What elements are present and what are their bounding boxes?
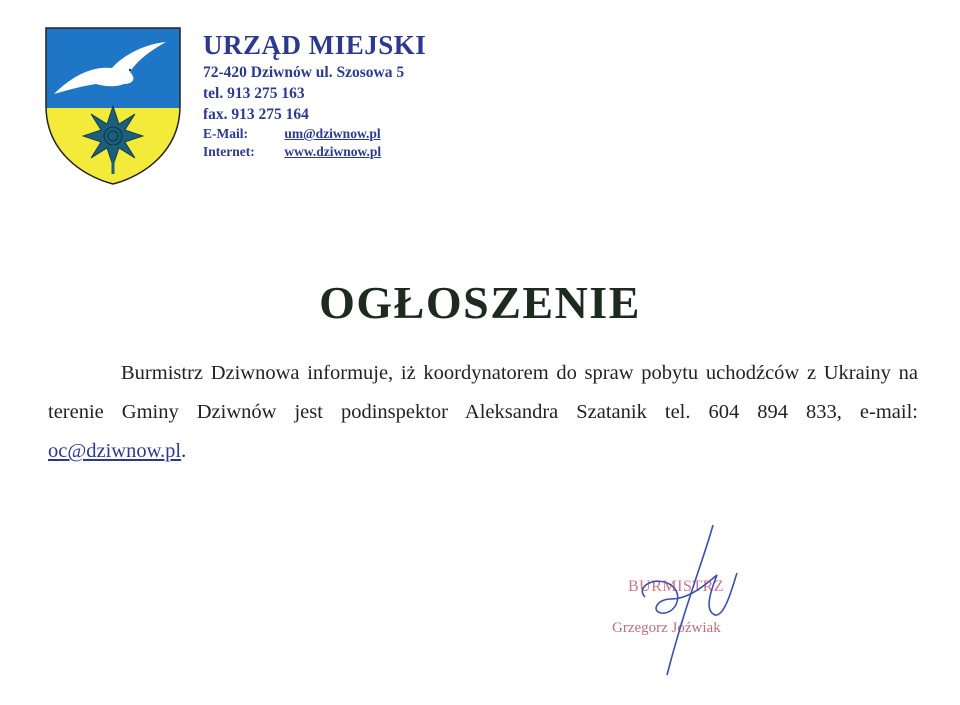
letterhead — [203, 28, 426, 161]
email-link[interactable]: um@dziwnow.pl — [284, 126, 381, 141]
stamp-name: Grzegorz Jóźwiak — [612, 620, 721, 636]
website-label: Internet: — [203, 144, 255, 159]
address-line: 72-420 Dziwnów ul. Szosowa 5 — [203, 64, 405, 81]
notice-title: OGŁOSZENIE — [319, 277, 641, 328]
coat-of-arms-icon — [44, 26, 182, 186]
notice-body-end: . — [181, 440, 187, 462]
notice-body — [48, 354, 918, 471]
coordinator-email-link[interactable]: oc@dziwnow.pl — [48, 440, 182, 462]
phone-line: tel. 913 275 163 — [203, 85, 305, 102]
email-label: E-Mail: — [203, 126, 248, 141]
website-link[interactable]: www.dziwnow.pl — [284, 144, 382, 159]
handwritten-signature — [605, 515, 765, 685]
office-name: URZĄD MIEJSKI — [203, 30, 427, 60]
fax-line: fax. 913 275 164 — [203, 106, 309, 123]
notice-body-text: Burmistrz Dziwnowa informuje, iż koordynatorem do spraw pobytu uchodźców z Ukrainy na terenie Gminy Dziwnów jest podinspektor Aleksandra Szatanik tel. 604 894 833, e-mail: — [48, 362, 918, 423]
website-row — [203, 143, 426, 161]
email-row — [203, 125, 426, 143]
stamp-title: BURMISTRZ — [628, 578, 725, 595]
